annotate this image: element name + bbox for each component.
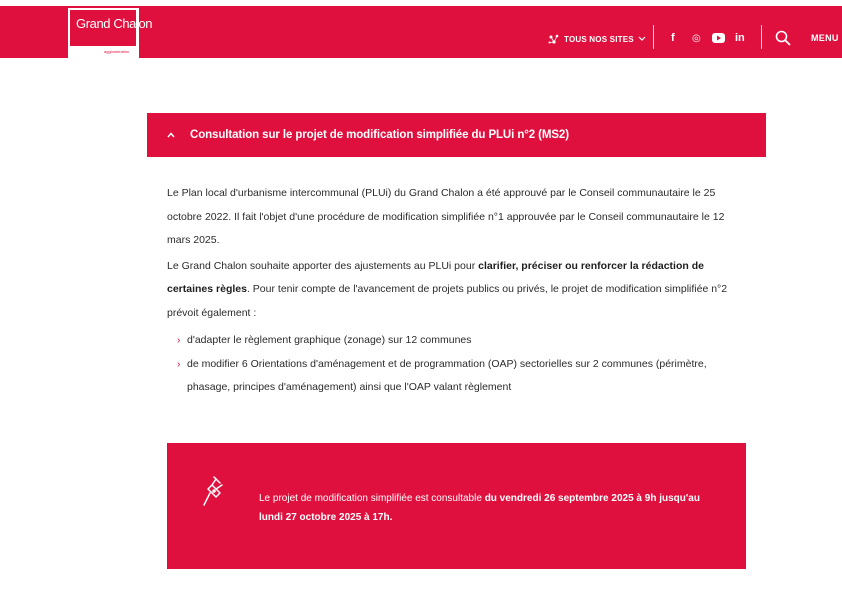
list-item: › de modifier 6 Orientations d'aménagement et de programmation (OAP) sectorielles sur 2 communes (périmètre, phasage, principes d'aménagement) ainsi que l'OAP valant règlement	[177, 353, 747, 400]
header-divider	[653, 25, 654, 49]
logo-text: Grand Chalon	[76, 16, 153, 31]
list-item: › d'adapter le règlement graphique (zonage) sur 12 communes	[177, 329, 747, 353]
logo-subtitle: agglomération	[104, 49, 130, 54]
chevron-right-icon: ›	[177, 358, 181, 370]
objectives-bold: clarifier, préciser ou renforcer la rédaction de certaines règles	[167, 259, 704, 295]
pushpin-icon	[201, 475, 225, 515]
intro-paragraph: Le Plan local d'urbanisme intercommunal (PLUi) du Grand Chalon a été approuvé par le Conseil communautaire le 25 octobre 2022. Il fait l'objet d'une procédure de modification simplifiée n°1 approuvée par le Conseil communautaire le 12 mars 2025.	[167, 187, 725, 246]
consultation-dates-box	[167, 443, 746, 569]
linkedin-icon[interactable]: in	[735, 32, 745, 44]
grand-chalon-logo[interactable]	[68, 8, 153, 58]
header-divider	[761, 25, 762, 49]
accordion-content	[167, 182, 747, 400]
search-icon[interactable]	[775, 30, 791, 46]
all-sites-dropdown[interactable]	[548, 32, 646, 46]
changes-list	[167, 329, 747, 400]
instagram-icon[interactable]: ◎	[692, 32, 701, 44]
top-header-bar	[0, 6, 842, 58]
youtube-play-icon	[712, 33, 725, 43]
facebook-icon[interactable]: f	[671, 32, 675, 44]
logo-red-block	[70, 10, 153, 46]
consultation-dates-text: Le projet de modification simplifiée est consultable du vendredi 26 septembre 2025 à 9h jusqu'au lundi 27 octobre 2025 à 17h.	[259, 493, 700, 523]
objectives-paragraph: Le Grand Chalon souhaite apporter des ajustements au PLUi pour clarifier, préciser ou renforcer la rédaction de certaines règles. Pour tenir compte de l'avancement de projets publics ou privés, le projet de modification simplifiée n°2 prévoit également :	[167, 259, 728, 319]
chevron-up-icon	[167, 131, 175, 139]
network-icon	[548, 34, 560, 45]
chevron-down-icon	[638, 36, 646, 42]
chevron-right-icon: ›	[177, 335, 181, 346]
accordion-title: Consultation sur le projet de modification simplifiée du PLUi n°2 (MS2)	[190, 129, 569, 141]
menu-button[interactable]: MENU	[811, 33, 839, 43]
youtube-icon[interactable]	[712, 30, 725, 46]
consultation-accordion-toggle[interactable]	[147, 113, 766, 157]
consultation-dates-bold: du vendredi 26 septembre 2025 à 9h jusqu'au lundi 27 octobre 2025 à 17h.	[259, 493, 700, 523]
all-sites-label: TOUS NOS SITES	[564, 34, 634, 44]
